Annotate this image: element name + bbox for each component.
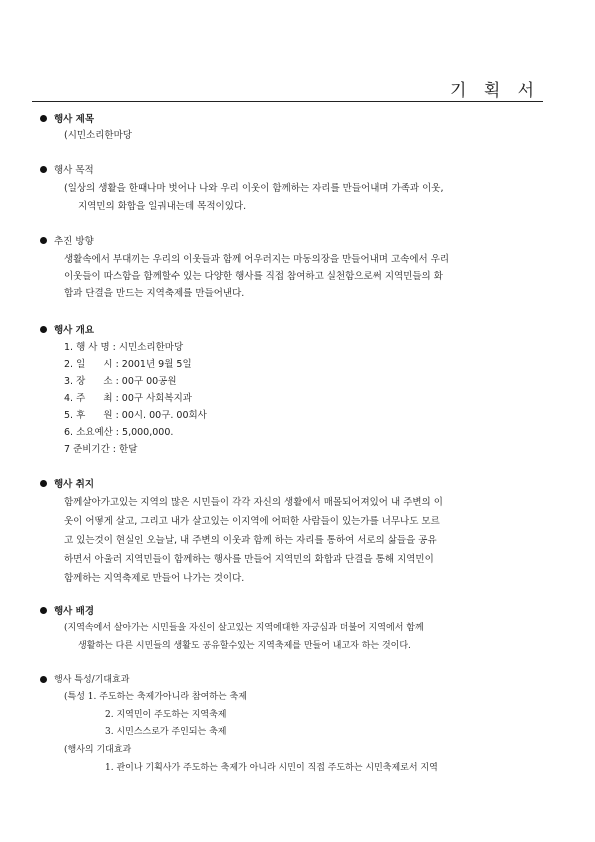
section-line: (일상의 생활을 한때나마 벗어나 나와 우리 이웃이 함께하는 자리를 만들어내며 가족과 이웃, [64, 183, 444, 194]
section-heading-overview: 행사 개요 [54, 325, 95, 336]
section-heading-intent: 행사 취지 [54, 479, 95, 490]
overview-item: 2. 일 시 : 2001년 9월 5일 [64, 359, 192, 370]
section-line: 하면서 아울러 지역민들이 함께하는 행사를 만들어 지역민의 화합과 단결을 통해 지역민이 [64, 554, 434, 565]
overview-item: 4. 주 최 : 00구 사회복지과 [64, 393, 192, 404]
overview-item: 3. 장 소 : 00구 00공원 [64, 376, 177, 387]
section-line: 이웃들이 따스함을 함께할수 있는 다양한 행사를 직접 참여하고 실천함으로써 지역민들의 화 [64, 271, 443, 282]
section-heading-purpose: 행사 목적 [54, 165, 94, 176]
section-line: 생활속에서 부대끼는 우리의 이웃들과 함께 어우러지는 마동의장을 만들어내며 고속에서 우리 [64, 254, 450, 265]
bullet-icon [40, 237, 47, 244]
section-line: (시민소리한마당 [64, 130, 132, 141]
section-line: (행사의 기대효과 [64, 745, 132, 755]
section-line: 웃이 어떻게 살고, 그리고 내가 살고있는 이지역에 어떠한 사람들이 있는가를 너무나도 모르 [64, 516, 440, 527]
section-heading-background: 행사 배경 [54, 606, 95, 617]
section-line: 지역민의 화합을 일궈내는데 목적이있다. [78, 201, 247, 212]
bullet-icon [40, 480, 47, 487]
section-line: (지역속에서 살아가는 시민들을 자신이 살고있는 지역에대한 자긍심과 더불어 지역에서 함께 [64, 623, 424, 633]
section-line: 1. 관이나 기획사가 주도하는 축제가 아니라 시민이 직접 주도하는 시민축제로서 지역 [105, 763, 438, 773]
bullet-icon [40, 607, 47, 614]
bullet-icon [40, 676, 47, 683]
overview-item: 6. 소요예산 : 5,000,000. [64, 427, 174, 438]
section-line: 3. 시민스스로가 주인되는 축제 [105, 727, 227, 737]
bullet-icon [40, 326, 47, 333]
overview-item: 5. 후 원 : 00시. 00구. 00회사 [64, 410, 207, 421]
section-line: 생활하는 다른 시민들의 생활도 공유할수있는 지역축제를 만들어 내고자 하는 것이다. [78, 641, 411, 651]
document-title: 기 획 서 [450, 81, 541, 101]
section-heading-features: 행사 특성/기대효과 [54, 675, 130, 685]
section-line: 2. 지역민이 주도하는 지역축제 [105, 710, 227, 720]
section-line: 함께살아가고있는 지역의 많은 시민들이 각각 자신의 생활에서 매몰되어져있어 내 주변의 이 [64, 497, 443, 508]
section-heading-title: 행사 제목 [54, 114, 95, 125]
bullet-icon [40, 166, 47, 173]
section-line: 고 있는것이 현실인 오늘날, 내 주변의 이웃과 함께 하는 자리를 통하여 서로의 삶들을 공유 [64, 535, 437, 546]
overview-item: 7 준비기간 : 한달 [64, 444, 138, 455]
section-line: 합과 단결을 만드는 지역축제를 만들어낸다. [64, 288, 245, 299]
bullet-icon [40, 115, 47, 122]
section-line: 함께하는 지역축제로 만들어 나가는 것이다. [64, 573, 245, 584]
title-divider [32, 101, 543, 102]
section-line: (특성 1. 주도하는 축제가아니라 참여하는 축제 [64, 692, 247, 702]
section-heading-direction: 추진 방향 [54, 236, 94, 247]
overview-item: 1. 행 사 명 : 시민소리한마당 [64, 342, 184, 353]
